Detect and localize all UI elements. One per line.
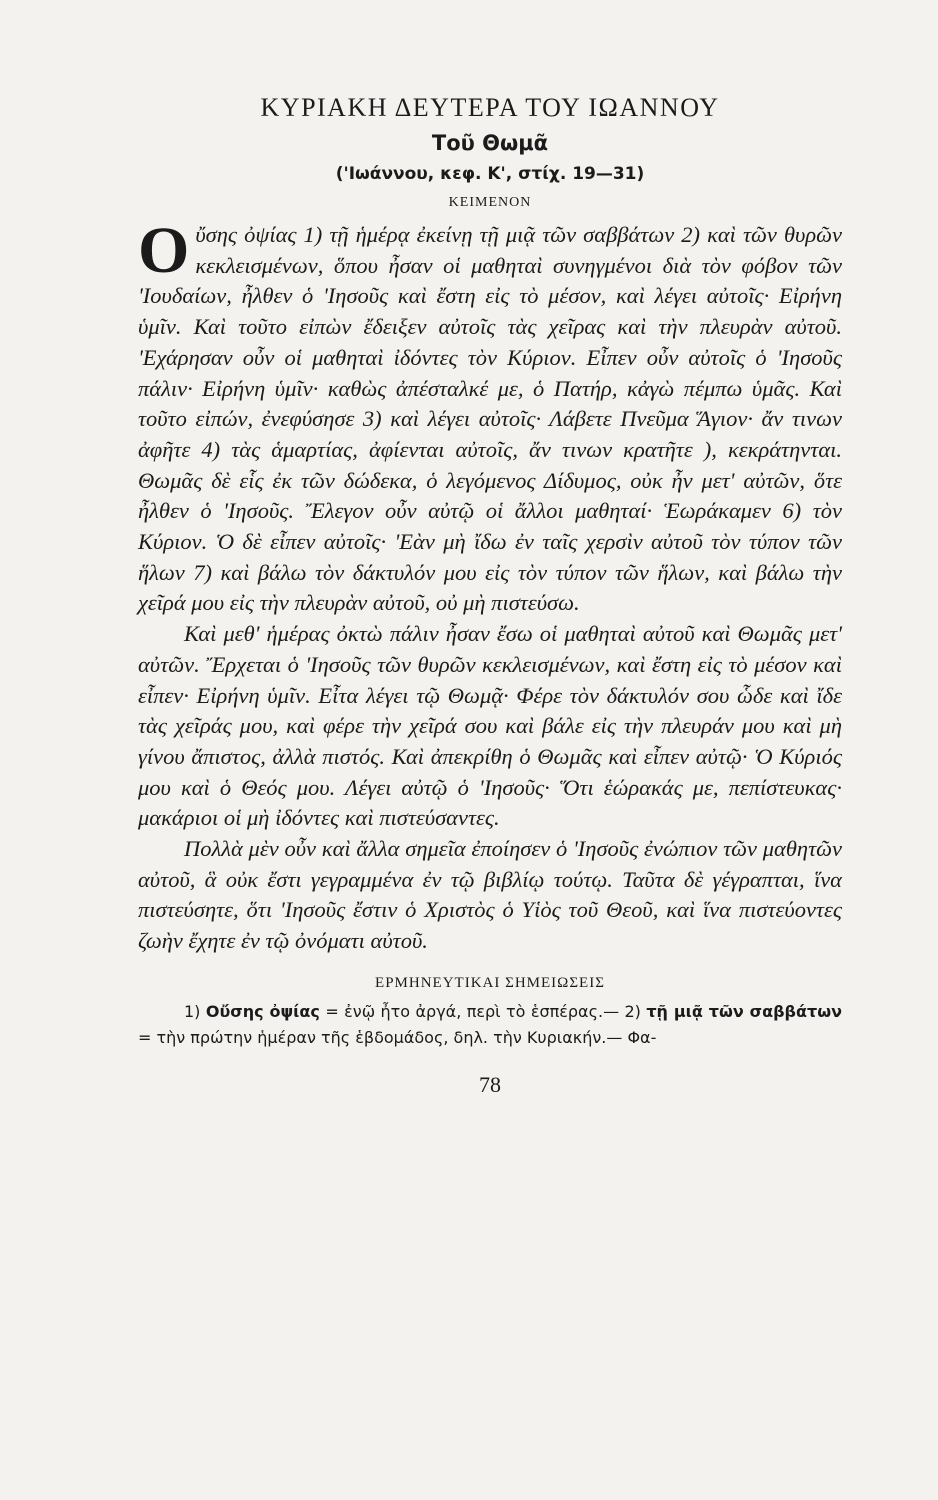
section-heading-text: ΚΕΙΜΕΝΟΝ	[448, 195, 532, 210]
note-2-number: 2)	[624, 1001, 641, 1021]
paragraph-3: Πολλὰ μὲν οὖν καὶ ἄλλα σημεῖα ἐποίησεν ὁ 'Ιησοῦς ἐνώπιον τῶν μαθητῶν αὐτοῦ, ἃ οὐκ ἔστι γεγραμμένα ἐν τῷ βιβλίῳ τούτῳ. Ταῦτα δὲ γέγραπται, ἵνα πιστεύσητε, ὅτι 'Ιησοῦς ἔστιν ὁ Χριστὸς ὁ Υἱὸς τοῦ Θεοῦ, καὶ ἵνα πιστεύοντες ζωὴν ἔχητε ἐν τῷ ὀνόματι αὐτοῦ.	[138, 836, 842, 954]
note-2-term: τῇ μιᾷ τῶν σαββάτων	[646, 1001, 843, 1021]
page	[138, 92, 842, 1482]
note-2-definition: = τὴν πρώτην ἡμέραν τῆς ἑβδομάδος, δηλ. τὴν Κυριακήν.— Φα-	[138, 1027, 657, 1047]
notes-heading: ΕΡΜΗΝΕΥΤΙΚΑΙ ΣΗΜΕΙΩΣΕΙΣ	[375, 974, 605, 991]
page-number: 78	[479, 1071, 501, 1097]
scripture-reference: ('Ιωάννου, κεφ. Κ', στίχ. 19—31)	[335, 164, 645, 184]
paragraph-1-text: ὔσης ὀψίας 1) τῇ ἡμέρᾳ ἐκείνῃ τῇ μιᾷ τῶν σαββάτων 2) καὶ τῶν θυρῶν κεκλεισμένων, ὅπου ἦσαν οἱ μαθηταὶ συνηγμένοι διὰ τὸν φόβον τῶν 'Ιουδαίων, ἦλθεν ὁ 'Ιησοῦς καὶ ἔστη εἰς τὸ μέσον, καὶ λέγει αὐτοῖς· Εἰρήνη ὑμῖν. Καὶ τοῦτο εἰπὼν ἔδειξεν αὐτοῖς τὰς χεῖρας καὶ τὴν πλευρὰν αὐτοῦ. 'Εχάρησαν οὖν οἱ μαθηταὶ ἰδόντες τὸν Κύριον. Εἶπεν οὖν αὐτοῖς ὁ 'Ιησοῦς πάλιν· Εἰρήνη ὑμῖν· καθὼς ἀπέσταλκέ με, ὁ Πατήρ, κἀγὼ πέμπω ὑμᾶς. Καὶ τοῦτο εἰπών, ἐνεφύσησε 3) καὶ λέγει αὐτοῖς· Λάβετε Πνεῦμα Ἅγιον· ἄν τινων ἀφῆτε 4) τὰς ἁμαρτίας, ἀφίενται αὐτοῖς, ἄν τινων κρατῆτε ), κεκράτηνται. Θωμᾶς δὲ εἷς ἐκ τῶν δώδεκα, ὁ λεγόμενος Δίδυμος, οὐκ ἦν μετ' αὐτῶν, ὅτε ἦλθεν ὁ 'Ιησοῦς. Ἔλεγον οὖν αὐτῷ οἱ ἄλλοι μαθηταί· Ἑωράκαμεν 6) τὸν Κύριον. Ὁ δὲ εἶπεν αὐτοῖς· 'Εὰν μὴ ἴδω ἐν ταῖς χερσὶν αὐτοῦ τὸν τύπον τῶν ἥλων 7) καὶ βάλω τὸν δάκτυλόν μου εἰς τὸν τύπον τῶν ἥλων, καὶ βάλω τὴν χεῖρά μου εἰς τὴν πλευρὰν αὐτοῦ, οὐ μὴ πιστεύσω.	[138, 222, 842, 616]
page-subtitle: Τοῦ Θωμᾶ	[431, 131, 549, 155]
drop-cap: Ο	[138, 214, 190, 287]
note-1-number: 1)	[184, 1001, 201, 1021]
notes-text	[138, 999, 842, 1051]
note-1-term: Οὔσης ὀψίας	[205, 1001, 320, 1021]
note-1-definition: = ἐνῷ ἦτο ἀργά, περὶ τὸ ἑσπέρας.—	[325, 1001, 620, 1021]
paragraph-1	[138, 214, 842, 619]
paragraph-2: Καὶ μεθ' ἡμέρας ὀκτὼ πάλιν ἦσαν ἔσω οἱ μαθηταὶ αὐτοῦ καὶ Θωμᾶς μετ' αὐτῶν. Ἔρχεται ὁ 'Ιησοῦς τῶν θυρῶν κεκλεισμένων, καὶ ἔστη εἰς τὸ μέσον καὶ εἶπεν· Εἰρήνη ὑμῖν. Εἶτα λέγει τῷ Θωμᾷ· Φέρε τὸν δάκτυλόν σου ὧδε καὶ ἴδε τὰς χεῖράς μου, καὶ φέρε τὴν χεῖρά σου καὶ βάλε εἰς τὴν πλευράν μου καὶ μὴ γίνου ἄπιστος, ἀλλὰ πιστός. Καὶ ἀπεκρίθη ὁ Θωμᾶς καὶ εἶπεν αὐτῷ· Ὁ Κύριός μου καὶ ὁ Θεός μου. Λέγει αὐτῷ ὁ 'Ιησοῦς· Ὅτι ἑώρακάς με, πεπίστευκας· μακάριοι οἱ μὴ ἰδόντες καὶ πιστεύσαντες.	[138, 621, 842, 831]
scripture-text	[138, 214, 842, 957]
page-title: ΚΥΡΙΑΚΗ ΔΕΥΤΕΡΑ ΤΟΥ ΙΩΑΝΝΟΥ	[260, 93, 720, 122]
